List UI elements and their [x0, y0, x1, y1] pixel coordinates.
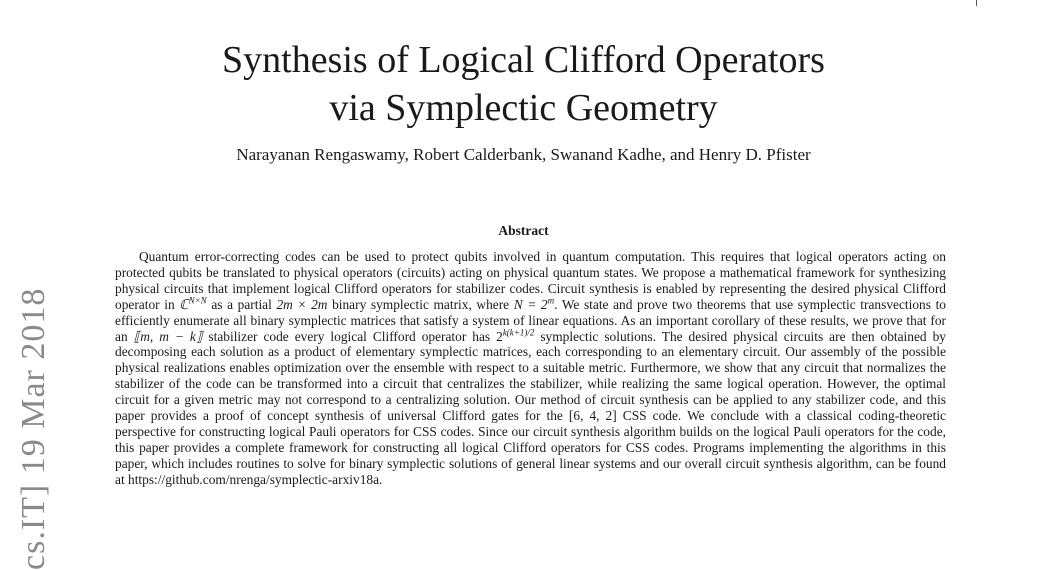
math-complex-field: ℂ: [179, 296, 189, 312]
arxiv-stamp: cs.IT] 19 Mar 2018: [15, 287, 52, 570]
abstract-heading: Abstract: [498, 223, 549, 238]
abstract-text: stabilizer code every logical Clifford operator has: [202, 328, 497, 344]
abstract-body: [115, 249, 946, 488]
math-superscript: m: [547, 295, 555, 306]
math-inline: 2: [496, 328, 503, 344]
paper-title-line-2: via Symplectic Geometry: [329, 87, 718, 129]
abstract-text: symplectic solutions. The desired physical circuits are then obtained by decomposing each solution as a product of elementary symplectic matrices, each corresponding to an elementary circuit. Our assembly of the possible physical realizations enables optimization over the ensemble with respect to a suitable metric. Furthermore, we show that any circuit that normalizes the stabilizer of the code can be transformed into a circuit that centralizes the stabilizer, while realizing the same logical operation. However, the optimal circuit for a given metric may not correspond to a centralizing solution. Our method of circuit synthesis can be applied to any stabilizer code, and this paper provides a proof of concept synthesis of universal Clifford gates for the: [115, 328, 946, 424]
abstract-text: binary symplectic matrix, where: [327, 296, 514, 312]
page-corner-mark: [976, 0, 977, 6]
math-superscript: k(k+1)/2: [502, 327, 535, 338]
abstract-text: as a partial: [206, 296, 277, 312]
abstract-text: Quantum error-correcting codes can be used to protect qubits involved in quantum computation. This requires that logical operators acting on protected qubits be translated to physical operators (circuits) acting on physical quantum states. We propose a mathematical framework for synthesizing physical circuits that implement logical Clifford operators for stabilizer codes. Circuit synthesis is enabled by representing the desired physical Clifford operator in: [115, 249, 946, 312]
math-inline: 2m × 2m: [276, 296, 328, 312]
abstract-text: CSS code. We conclude with a classical coding-theoretic perspective for constructing logical Pauli operators for CSS codes. Since our circuit synthesis algorithm builds on the logical Pauli operators for the code, this paper provides a complete framework for constructing all logical Clifford operators for CSS codes. Programs implementing the algorithms in this paper, which includes routines to solve for binary symplectic solutions of general linear systems and our overall circuit synthesis algorithm, can be found at https://github.com/nrenga/symplectic-arxiv18a.: [115, 408, 946, 487]
abstract-text: . We state and prove two theorems that use symplectic transvections to efficiently enumerate all binary symplectic matrices that satisfy a system of linear equations. As an important corollary of these results, we prove that for an: [115, 296, 946, 344]
paper-authors: Narayanan Rengaswamy, Robert Calderbank, Swanand Kadhe, and Henry D. Pfister: [236, 145, 811, 164]
math-inline: ⟦m, m − k⟧: [133, 328, 203, 344]
paper-title-line-1: Synthesis of Logical Clifford Operators: [222, 39, 825, 81]
math-inline: [6, 4, 2]: [568, 408, 617, 424]
math-superscript: N×N: [188, 295, 207, 306]
math-inline: N = 2: [513, 296, 548, 312]
